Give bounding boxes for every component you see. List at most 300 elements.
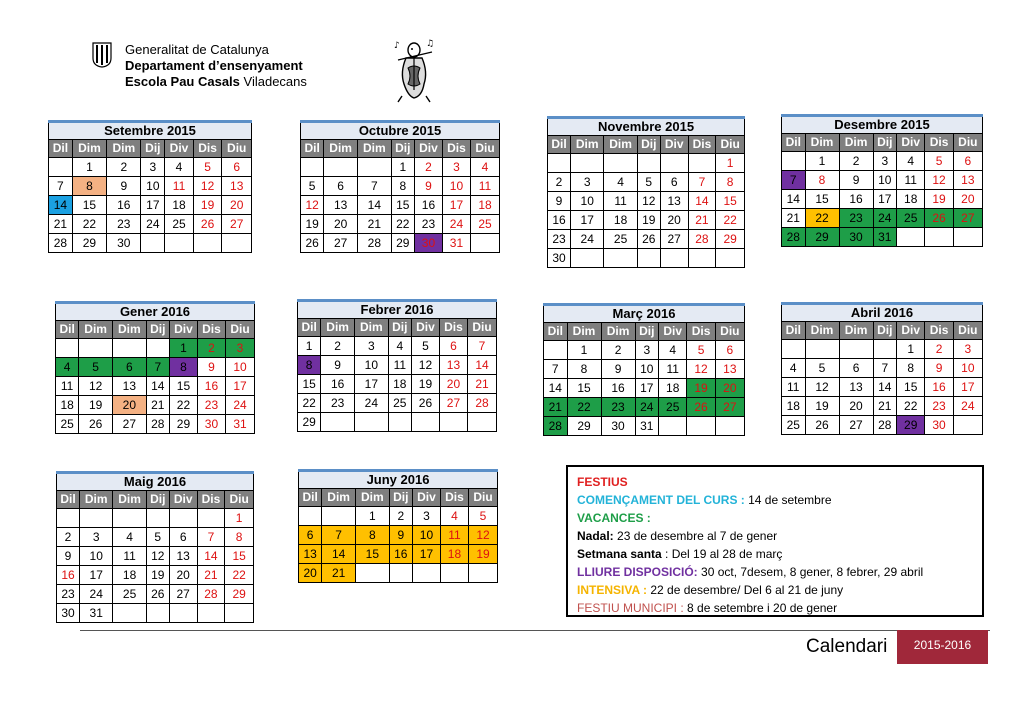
day-cell: 30 — [839, 228, 873, 247]
day-cell: 27 — [439, 394, 467, 413]
empty-cell — [322, 507, 356, 526]
day-cell: 16 — [57, 566, 80, 585]
month-title: Desembre 2015 — [782, 116, 983, 134]
empty-cell — [953, 416, 982, 435]
day-cell: 4 — [471, 158, 500, 177]
legend-intensiva-value: 22 de desembre/ Del 6 al 21 de juny — [647, 583, 844, 597]
day-cell: 28 — [468, 394, 497, 413]
day-header: Dij — [873, 134, 897, 152]
day-cell: 25 — [897, 209, 925, 228]
day-cell: 15 — [567, 379, 601, 398]
day-cell: 23 — [601, 398, 635, 417]
day-cell: 22 — [391, 215, 414, 234]
day-cell: 1 — [355, 507, 389, 526]
day-header: Dim — [357, 140, 391, 158]
day-header: Dij — [146, 491, 169, 509]
day-cell: 19 — [925, 190, 953, 209]
empty-cell — [301, 158, 324, 177]
day-header: Dil — [298, 319, 321, 337]
day-header: Dis — [439, 319, 467, 337]
day-header: Dim — [113, 491, 146, 509]
empty-cell — [953, 228, 982, 247]
legend-comencament-label: COMENÇAMENT DEL CURS : — [577, 493, 745, 507]
day-cell: 2 — [57, 528, 80, 547]
month-title: Març 2016 — [544, 305, 745, 323]
day-cell: 9 — [321, 356, 355, 375]
day-header: Div — [169, 491, 197, 509]
day-cell: 17 — [226, 377, 255, 396]
day-cell: 9 — [57, 547, 80, 566]
day-cell: 20 — [439, 375, 467, 394]
day-cell: 23 — [197, 396, 225, 415]
header-line-department: Departament d’ensenyament — [125, 58, 303, 73]
day-cell: 28 — [688, 230, 716, 249]
day-cell: 26 — [805, 416, 839, 435]
empty-cell — [873, 340, 897, 359]
empty-cell — [113, 604, 146, 623]
day-cell: 12 — [193, 177, 222, 196]
day-cell: 28 — [49, 234, 73, 253]
day-cell: 20 — [112, 396, 146, 415]
day-cell: 19 — [301, 215, 324, 234]
day-cell: 3 — [873, 152, 897, 171]
day-cell: 7 — [544, 360, 568, 379]
day-cell: 8 — [805, 171, 839, 190]
day-cell: 22 — [298, 394, 321, 413]
month-maig-2016 — [56, 471, 254, 623]
day-cell: 30 — [107, 234, 141, 253]
day-cell: 8 — [391, 177, 414, 196]
day-cell: 1 — [72, 158, 106, 177]
empty-cell — [193, 234, 222, 253]
day-header: Dil — [782, 322, 806, 340]
day-cell: 14 — [873, 378, 897, 397]
empty-cell — [637, 249, 660, 268]
day-cell: 12 — [301, 196, 324, 215]
day-cell: 18 — [440, 545, 468, 564]
day-cell: 7 — [146, 358, 169, 377]
day-cell: 8 — [72, 177, 106, 196]
day-cell: 18 — [388, 375, 411, 394]
day-cell: 29 — [805, 228, 839, 247]
day-header: Div — [897, 322, 925, 340]
day-cell: 2 — [107, 158, 141, 177]
month-title: Gener 2016 — [56, 303, 255, 321]
day-header: Div — [169, 321, 197, 339]
header-line-generalitat: Generalitat de Catalunya — [125, 42, 269, 57]
day-header: Dis — [193, 140, 222, 158]
day-cell: 9 — [414, 177, 442, 196]
day-cell: 15 — [897, 378, 925, 397]
day-cell: 10 — [80, 547, 113, 566]
day-cell: 23 — [57, 585, 80, 604]
empty-cell — [468, 413, 497, 432]
day-header: Dil — [56, 321, 79, 339]
day-cell: 17 — [635, 379, 659, 398]
day-cell: 12 — [411, 356, 439, 375]
day-cell: 22 — [225, 566, 254, 585]
empty-cell — [357, 158, 391, 177]
day-cell: 14 — [322, 545, 356, 564]
day-cell: 19 — [193, 196, 222, 215]
day-cell: 10 — [412, 526, 440, 545]
empty-cell — [79, 339, 113, 358]
day-header: Dis — [197, 321, 225, 339]
day-cell: 27 — [222, 215, 252, 234]
legend-comencament-value: 14 de setembre — [744, 493, 832, 507]
empty-cell — [197, 509, 225, 528]
day-cell: 17 — [141, 196, 165, 215]
empty-cell — [715, 417, 744, 436]
day-cell: 10 — [354, 356, 388, 375]
empty-cell — [225, 604, 254, 623]
day-cell: 3 — [80, 528, 113, 547]
empty-cell — [782, 152, 806, 171]
day-cell: 20 — [660, 211, 688, 230]
empty-cell — [355, 564, 389, 583]
legend-festiu-label: FESTIU MUNICIPI : — [577, 601, 684, 615]
empty-cell — [80, 509, 113, 528]
day-cell: 15 — [805, 190, 839, 209]
day-cell: 25 — [604, 230, 637, 249]
day-cell: 16 — [925, 378, 953, 397]
day-cell: 30 — [57, 604, 80, 623]
day-cell: 14 — [197, 547, 225, 566]
day-cell: 13 — [660, 192, 688, 211]
day-cell: 21 — [688, 211, 716, 230]
day-cell: 19 — [469, 545, 498, 564]
day-cell: 21 — [544, 398, 568, 417]
day-header: Dij — [146, 321, 169, 339]
month-title: Octubre 2015 — [301, 122, 500, 140]
day-cell: 10 — [635, 360, 659, 379]
day-cell: 26 — [146, 585, 169, 604]
day-cell: 31 — [442, 234, 470, 253]
day-cell: 30 — [197, 415, 225, 434]
day-cell: 29 — [716, 230, 745, 249]
day-header: Dim — [601, 323, 635, 341]
empty-cell — [660, 154, 688, 173]
day-cell: 6 — [324, 177, 358, 196]
day-cell: 30 — [548, 249, 571, 268]
day-cell: 25 — [471, 215, 500, 234]
day-cell: 3 — [442, 158, 470, 177]
day-header: Diu — [953, 134, 982, 152]
day-cell: 31 — [226, 415, 255, 434]
empty-cell — [544, 341, 568, 360]
day-cell: 2 — [389, 507, 412, 526]
month-gener-2016 — [55, 301, 255, 434]
day-header: Dim — [604, 136, 637, 154]
day-cell: 6 — [222, 158, 252, 177]
day-cell: 18 — [782, 397, 806, 416]
legend-lliure-value: 30 oct, 7desem, 8 gener, 8 febrer, 29 abril — [697, 565, 924, 579]
day-cell: 6 — [299, 526, 322, 545]
empty-cell — [782, 340, 806, 359]
header-line-school — [125, 74, 307, 90]
day-header: Dis — [925, 134, 953, 152]
day-cell: 13 — [299, 545, 322, 564]
day-cell: 21 — [146, 396, 169, 415]
day-header: Dis — [688, 136, 716, 154]
day-cell: 30 — [601, 417, 635, 436]
day-cell: 28 — [544, 417, 568, 436]
day-header: Diu — [716, 136, 745, 154]
day-cell: 4 — [604, 173, 637, 192]
day-cell: 10 — [873, 171, 897, 190]
day-cell: 22 — [567, 398, 601, 417]
day-cell: 28 — [197, 585, 225, 604]
day-cell: 28 — [873, 416, 897, 435]
day-header: Diu — [953, 322, 982, 340]
day-header: Dim — [839, 322, 873, 340]
day-cell: 9 — [548, 192, 571, 211]
day-cell: 24 — [80, 585, 113, 604]
day-cell: 24 — [873, 209, 897, 228]
empty-cell — [439, 413, 467, 432]
empty-cell — [637, 154, 660, 173]
day-header: Dim — [839, 134, 873, 152]
day-cell: 12 — [79, 377, 113, 396]
day-cell: 9 — [107, 177, 141, 196]
day-header: Dis — [440, 489, 468, 507]
day-cell: 31 — [80, 604, 113, 623]
day-cell: 1 — [897, 340, 925, 359]
day-header: Dij — [388, 319, 411, 337]
day-cell: 29 — [298, 413, 321, 432]
day-header: Dim — [354, 319, 388, 337]
day-cell: 25 — [388, 394, 411, 413]
empty-cell — [688, 249, 716, 268]
day-cell: 14 — [468, 356, 497, 375]
month-abril-2016 — [781, 302, 983, 435]
day-cell: 5 — [805, 359, 839, 378]
day-cell: 1 — [298, 337, 321, 356]
day-cell: 3 — [953, 340, 982, 359]
empty-cell — [716, 249, 745, 268]
day-cell: 2 — [321, 337, 355, 356]
day-cell: 26 — [411, 394, 439, 413]
day-cell: 2 — [601, 341, 635, 360]
day-cell: 15 — [716, 192, 745, 211]
day-cell: 4 — [782, 359, 806, 378]
day-cell: 27 — [324, 234, 358, 253]
day-cell: 1 — [567, 341, 601, 360]
empty-cell — [169, 604, 197, 623]
legend-festiu-value: 8 de setembre i 20 de gener — [683, 601, 838, 615]
day-cell: 14 — [357, 196, 391, 215]
day-cell: 22 — [897, 397, 925, 416]
day-cell: 9 — [601, 360, 635, 379]
day-cell: 1 — [225, 509, 254, 528]
day-cell: 17 — [412, 545, 440, 564]
empty-cell — [388, 413, 411, 432]
day-cell: 11 — [56, 377, 79, 396]
day-cell: 16 — [839, 190, 873, 209]
day-cell: 5 — [193, 158, 222, 177]
month-octubre-2015 — [300, 120, 500, 253]
day-cell: 23 — [414, 215, 442, 234]
month-juny-2016 — [298, 469, 498, 583]
day-cell: 18 — [897, 190, 925, 209]
day-cell: 4 — [440, 507, 468, 526]
day-cell: 4 — [659, 341, 687, 360]
day-cell: 9 — [839, 171, 873, 190]
day-header: Dil — [49, 140, 73, 158]
day-cell: 11 — [165, 177, 194, 196]
legend-setmana-label: Setmana santa — [577, 547, 662, 561]
legend-intensiva-label: INTENSIVA : — [577, 583, 648, 597]
day-cell: 11 — [471, 177, 500, 196]
day-cell: 13 — [112, 377, 146, 396]
day-header: Dim — [112, 321, 146, 339]
day-cell: 29 — [225, 585, 254, 604]
month-title: Abril 2016 — [782, 304, 983, 322]
day-header: Dij — [635, 323, 659, 341]
day-cell: 17 — [873, 190, 897, 209]
day-cell: 3 — [226, 339, 255, 358]
day-cell: 20 — [324, 215, 358, 234]
day-cell: 20 — [169, 566, 197, 585]
day-cell: 3 — [635, 341, 659, 360]
day-cell: 3 — [141, 158, 165, 177]
day-cell: 18 — [604, 211, 637, 230]
day-cell: 2 — [414, 158, 442, 177]
day-cell: 6 — [839, 359, 873, 378]
day-cell: 21 — [873, 397, 897, 416]
day-cell: 14 — [49, 196, 73, 215]
day-cell: 23 — [107, 215, 141, 234]
day-header: Dim — [567, 323, 601, 341]
day-header: Div — [660, 136, 688, 154]
day-cell: 22 — [169, 396, 197, 415]
day-cell: 5 — [79, 358, 113, 377]
day-cell: 8 — [716, 173, 745, 192]
footer-year-badge: 2015-2016 — [897, 630, 988, 664]
day-cell: 21 — [197, 566, 225, 585]
day-cell: 5 — [411, 337, 439, 356]
day-cell: 15 — [225, 547, 254, 566]
day-cell: 6 — [169, 528, 197, 547]
day-cell: 6 — [715, 341, 744, 360]
day-cell: 24 — [141, 215, 165, 234]
day-cell: 24 — [635, 398, 659, 417]
empty-cell — [197, 604, 225, 623]
day-cell: 7 — [49, 177, 73, 196]
day-cell: 29 — [169, 415, 197, 434]
day-cell: 7 — [468, 337, 497, 356]
legend-nadal-value: 23 de desembre al 7 de gener — [613, 529, 778, 543]
day-cell: 7 — [782, 171, 806, 190]
day-cell: 29 — [567, 417, 601, 436]
day-cell: 21 — [49, 215, 73, 234]
day-cell: 13 — [953, 171, 982, 190]
day-cell: 8 — [567, 360, 601, 379]
day-cell: 26 — [687, 398, 715, 417]
day-header: Div — [414, 140, 442, 158]
day-cell: 31 — [873, 228, 897, 247]
empty-cell — [169, 509, 197, 528]
day-header: Dis — [442, 140, 470, 158]
empty-cell — [571, 154, 604, 173]
day-header: Dil — [299, 489, 322, 507]
day-cell: 2 — [925, 340, 953, 359]
school-name: Escola Pau Casals — [125, 74, 240, 89]
empty-cell — [321, 413, 355, 432]
day-header: Dil — [544, 323, 568, 341]
legend-setmana-value: : Del 19 al 28 de març — [661, 547, 783, 561]
day-cell: 22 — [716, 211, 745, 230]
day-cell: 15 — [298, 375, 321, 394]
day-header: Dij — [637, 136, 660, 154]
day-cell: 20 — [953, 190, 982, 209]
day-cell: 10 — [953, 359, 982, 378]
day-cell: 11 — [113, 547, 146, 566]
day-cell: 25 — [659, 398, 687, 417]
day-cell: 8 — [355, 526, 389, 545]
day-cell: 20 — [299, 564, 322, 583]
day-cell: 16 — [601, 379, 635, 398]
month-desembre-2015 — [781, 114, 983, 247]
month-marc-2016 — [543, 303, 745, 436]
day-cell: 10 — [571, 192, 604, 211]
empty-cell — [411, 413, 439, 432]
day-cell: 23 — [321, 394, 355, 413]
day-cell: 24 — [226, 396, 255, 415]
day-header: Dim — [322, 489, 356, 507]
day-header: Div — [659, 323, 687, 341]
empty-cell — [469, 564, 498, 583]
day-header: Diu — [468, 319, 497, 337]
day-header: Dim — [321, 319, 355, 337]
day-cell: 12 — [146, 547, 169, 566]
day-cell: 29 — [72, 234, 106, 253]
empty-cell — [571, 249, 604, 268]
day-header: Dim — [805, 134, 839, 152]
legend-nadal-label: Nadal: — [577, 529, 614, 543]
day-header: Dim — [80, 491, 113, 509]
svg-text:♫: ♫ — [426, 39, 435, 49]
footer-rule — [80, 630, 990, 631]
empty-cell — [112, 339, 146, 358]
day-cell: 28 — [146, 415, 169, 434]
legend-festius: FESTIUS — [577, 475, 628, 489]
day-cell: 10 — [226, 358, 255, 377]
day-cell: 11 — [604, 192, 637, 211]
footer-title: Calendari — [806, 636, 888, 657]
day-cell: 2 — [839, 152, 873, 171]
empty-cell — [222, 234, 252, 253]
day-cell: 11 — [440, 526, 468, 545]
day-header: Dim — [79, 321, 113, 339]
day-header: Div — [165, 140, 194, 158]
month-title: Febrer 2016 — [298, 301, 497, 319]
day-cell: 4 — [165, 158, 194, 177]
empty-cell — [687, 417, 715, 436]
day-header: Dim — [571, 136, 604, 154]
day-cell: 19 — [637, 211, 660, 230]
empty-cell — [839, 340, 873, 359]
empty-cell — [146, 604, 169, 623]
day-header: Dil — [301, 140, 324, 158]
day-cell: 1 — [805, 152, 839, 171]
day-cell: 7 — [688, 173, 716, 192]
day-cell: 20 — [222, 196, 252, 215]
day-cell: 29 — [897, 416, 925, 435]
day-cell: 8 — [897, 359, 925, 378]
day-cell: 9 — [389, 526, 412, 545]
day-cell: 19 — [411, 375, 439, 394]
